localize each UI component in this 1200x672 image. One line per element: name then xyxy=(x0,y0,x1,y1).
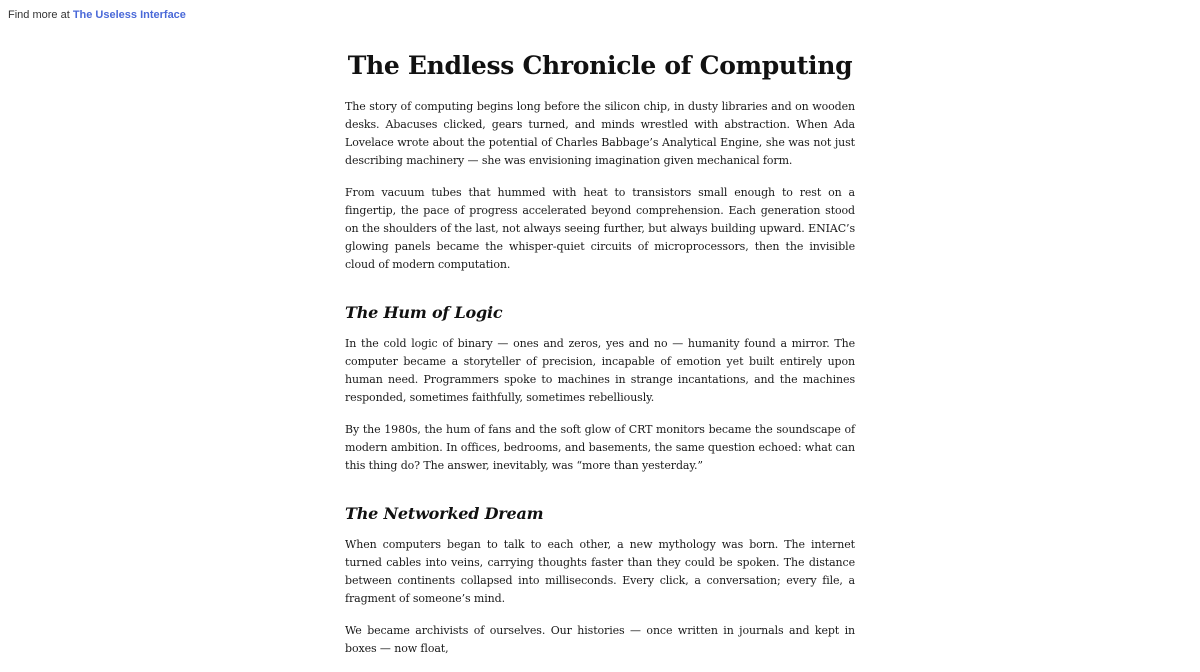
section-paragraph: We became archivists of ourselves. Our histories — once written in journals and kept in boxes — now float, xyxy=(345,624,855,655)
section-heading-networked-dream: The Networked Dream xyxy=(345,504,544,523)
promo-bar xyxy=(8,8,186,22)
section-paragraph: When computers began to talk to each other, a new mythology was born. The internet turned cables into veins, carrying thoughts faster than they could be spoken. The distance between continents collapsed into milliseconds. Every click, a conversation; every file, a fragment of someone’s mind. xyxy=(345,538,855,605)
section-paragraph: By the 1980s, the hum of fans and the soft glow of CRT monitors became the soundscape of modern ambition. In offices, bedrooms, and basements, the same question echoed: what can this thing do? The answer, inevitably, was “more than yesterday.” xyxy=(345,423,855,472)
page-title: The Endless Chronicle of Computing xyxy=(347,51,853,80)
intro-paragraph: From vacuum tubes that hummed with heat to transistors small enough to rest on a fingertip, the pace of progress accelerated beyond comprehension. Each generation stood on the shoulders of the last, not always seeing further, but always building upward. ENIAC’s glowing panels became the whisper-quiet circuits of microprocessors, then the invisible cloud of modern computation. xyxy=(345,186,855,271)
section-paragraph: In the cold logic of binary — ones and zeros, yes and no — humanity found a mirror. The computer became a storyteller of precision, incapable of emotion yet built entirely upon human need. Programmers spoke to machines in strange incantations, and the machines responded, sometimes faithfully, sometimes rebelliously. xyxy=(345,337,855,404)
useless-interface-link[interactable]: The Useless Interface xyxy=(72,9,186,21)
intro-paragraph: The story of computing begins long before the silicon chip, in dusty libraries and on wooden desks. Abacuses clicked, gears turned, and minds wrestled with abstraction. When Ada Lovelace wrote about the potential of Charles Babbage’s Analytical Engine, she was not just describing machinery — she was envisioning imagination given mechanical form. xyxy=(345,100,855,167)
section-heading-hum-of-logic: The Hum of Logic xyxy=(345,303,503,322)
promo-text: Find more at xyxy=(8,9,70,21)
article xyxy=(345,48,855,672)
